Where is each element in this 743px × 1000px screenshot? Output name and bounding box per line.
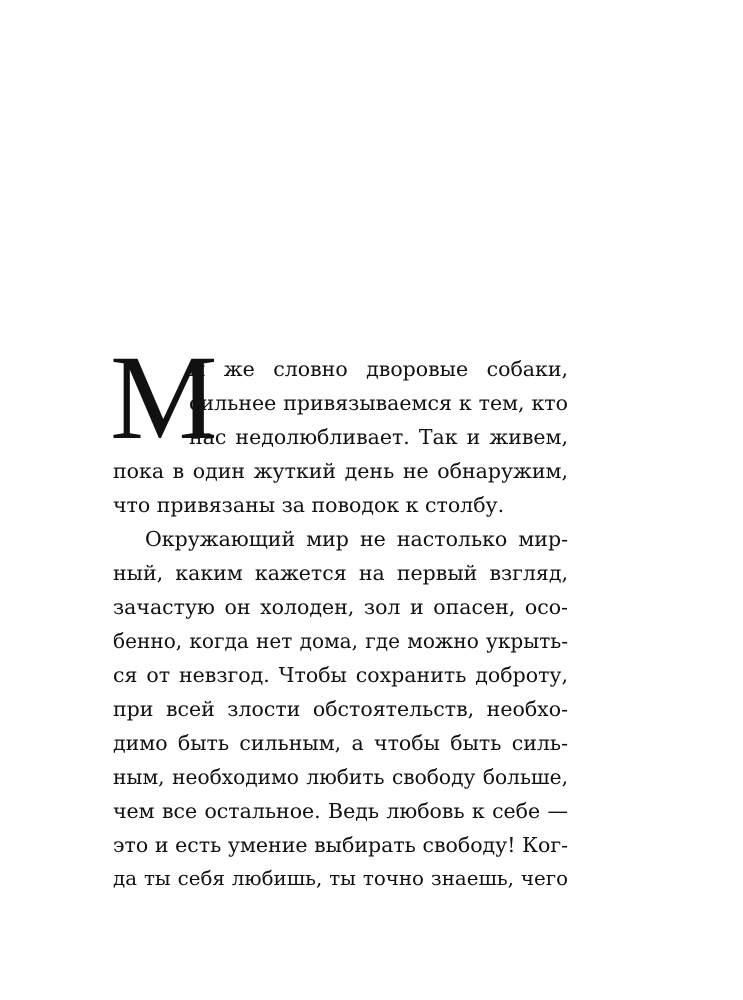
text-line: да ты себя любишь, ты точно знаешь, чего [113,867,568,890]
text-line: ным, необходимо любить свободу больше, [113,765,568,789]
text-line: сильнее привязываемся к тем, кто [189,391,568,415]
text-line: что привязаны за поводок к столбу. [113,493,505,517]
text-line: чем все остальное. Ведь любовь к себе — [113,799,568,823]
text-line: это и есть умение выбирать свободу! Ког- [113,833,568,857]
text-line: при всей злости обстоятельств, необхо- [113,697,568,721]
text-line: Окружающий мир не настолько мир- [145,527,568,551]
text-line: ся от невзгод. Чтобы сохранить доброту, [113,663,568,687]
text-line: нас недолюбливает. Так и живем, [189,425,568,449]
text-line: бенно, когда нет дома, где можно укрыть- [113,629,568,653]
text-line: димо быть сильным, а чтобы быть силь- [113,731,568,755]
drop-cap-letter: М [110,331,218,465]
text-line: пока в один жуткий день не обнаружим, [113,459,568,483]
text-line: зачастую он холоден, зол и опасен, осо- [113,595,568,619]
text-line: ы же словно дворовые собаки, [189,357,568,381]
text-line: ный, каким кажется на первый взгляд, [113,561,568,585]
